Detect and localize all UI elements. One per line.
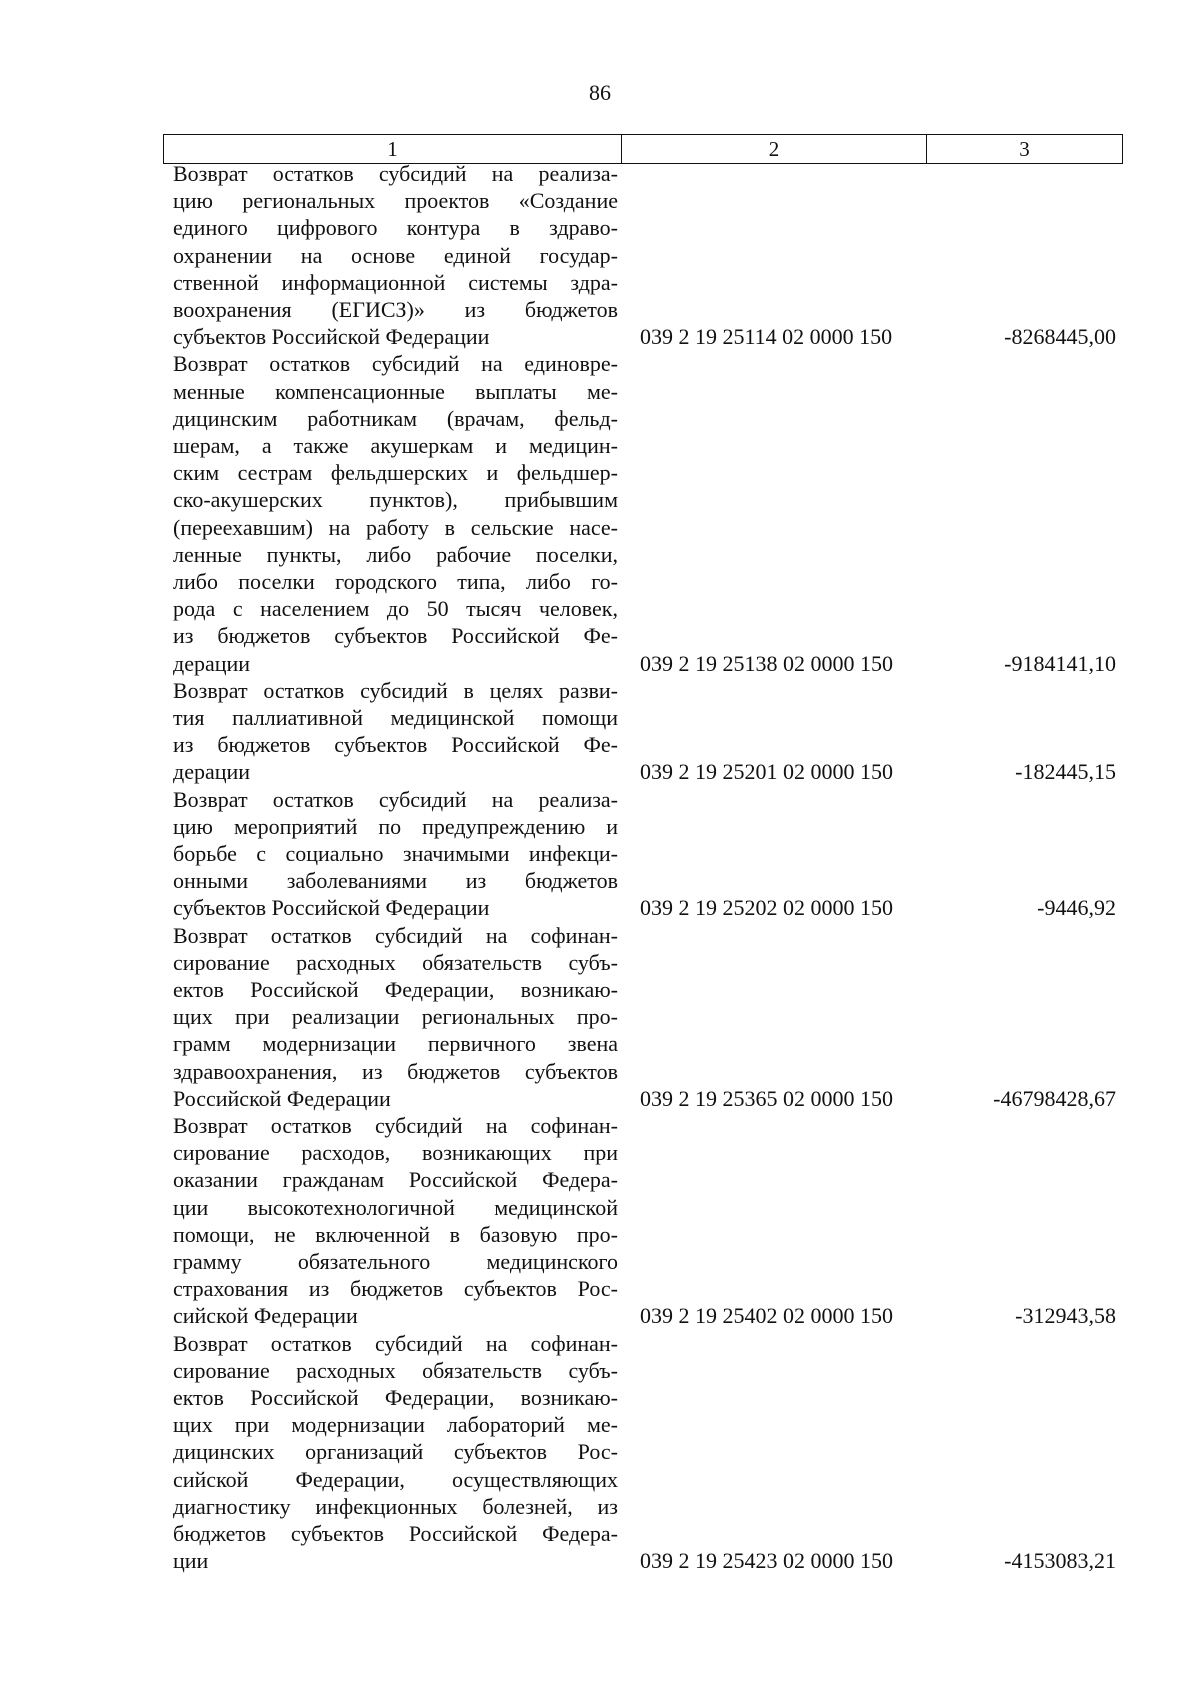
row-description bbox=[173, 1330, 618, 1575]
description-line: воохранения (ЕГИСЗ)» из бюджетов bbox=[173, 297, 618, 323]
header-col-1: 1 bbox=[164, 135, 622, 163]
row-amount: -9184141,10 bbox=[1004, 650, 1116, 676]
row-budget-code: 039 2 19 25365 02 0000 150 bbox=[640, 1085, 893, 1111]
row-description bbox=[173, 160, 618, 350]
row-description bbox=[173, 677, 618, 786]
description-line: охранении на основе единой государ- bbox=[173, 242, 618, 268]
description-line: ции высокотехнологичной медицинской bbox=[173, 1194, 618, 1220]
description-line: дицинским работникам (врачам, фельд- bbox=[173, 405, 618, 431]
description-line: щих при модернизации лабораторий ме- bbox=[173, 1412, 618, 1438]
description-line: грамму обязательного медицинского bbox=[173, 1249, 618, 1275]
row-amount: -182445,15 bbox=[1015, 759, 1116, 785]
description-line: (переехавшим) на работу в сельские насе- bbox=[173, 514, 618, 540]
description-line: борьбе с социально значимыми инфекци- bbox=[173, 841, 618, 866]
description-line: ским сестрам фельдшерских и фельдшер- bbox=[173, 460, 618, 486]
description-line: из бюджетов субъектов Российской Фе- bbox=[173, 623, 618, 649]
description-line: Российской Федерации bbox=[173, 1085, 391, 1111]
row-budget-code: 039 2 19 25201 02 0000 150 bbox=[640, 759, 893, 785]
description-line: из бюджетов субъектов Российской Фе- bbox=[173, 732, 618, 758]
row-description bbox=[173, 350, 618, 676]
description-line: ектов Российской Федерации, возникаю- bbox=[173, 1385, 618, 1410]
description-line: сирование расходных обязательств субъ- bbox=[173, 949, 618, 975]
row-amount: -9446,92 bbox=[1037, 895, 1116, 921]
description-line: дерации bbox=[173, 759, 251, 785]
description-line: сийской Федерации bbox=[173, 1303, 358, 1329]
description-line: ленные пункты, либо рабочие поселки, bbox=[173, 541, 618, 567]
description-line: оказании гражданам Российской Федера- bbox=[173, 1167, 618, 1193]
description-line: щих при реализации региональных про- bbox=[173, 1004, 618, 1030]
description-line: тия паллиативной медицинской помощи bbox=[173, 705, 618, 730]
row-description bbox=[173, 786, 618, 922]
description-line: Возврат остатков субсидий на единовре- bbox=[173, 351, 618, 377]
row-budget-code: 039 2 19 25402 02 0000 150 bbox=[640, 1303, 893, 1329]
description-line: дицинских организаций субъектов Рос- bbox=[173, 1439, 618, 1465]
description-line: субъектов Российской Федерации bbox=[173, 895, 490, 921]
description-line: шерам, а также акушеркам и медицин- bbox=[173, 433, 618, 458]
description-line: здравоохранения, из бюджетов субъектов bbox=[173, 1058, 618, 1084]
row-budget-code: 039 2 19 25138 02 0000 150 bbox=[640, 650, 893, 676]
description-line: бюджетов субъектов Российской Федера- bbox=[173, 1521, 618, 1547]
row-amount: -46798428,67 bbox=[993, 1085, 1116, 1111]
row-description bbox=[173, 922, 618, 1112]
description-line: единого цифрового контура в здраво- bbox=[173, 215, 618, 241]
description-line: Возврат остатков субсидий на реализа- bbox=[173, 786, 618, 812]
description-line: ственной информационной системы здра- bbox=[173, 269, 618, 295]
description-line: Возврат остатков субсидий на софинан- bbox=[173, 922, 618, 948]
description-line: сирование расходов, возникающих при bbox=[173, 1140, 618, 1166]
header-col-2: 2 bbox=[622, 135, 927, 163]
description-line: ции bbox=[173, 1548, 209, 1574]
description-line: Возврат остатков субсидий на софинан- bbox=[173, 1330, 618, 1356]
header-col-3: 3 bbox=[1019, 136, 1030, 161]
description-line: онными заболеваниями из бюджетов bbox=[173, 868, 618, 894]
row-budget-code: 039 2 19 25202 02 0000 150 bbox=[640, 895, 893, 921]
row-amount: -8268445,00 bbox=[1004, 324, 1116, 350]
row-amount: -4153083,21 bbox=[1004, 1548, 1116, 1574]
description-line: диагностику инфекционных болезней, из bbox=[173, 1493, 618, 1519]
description-line: либо поселки городского типа, либо го- bbox=[173, 569, 618, 595]
description-line: субъектов Российской Федерации bbox=[173, 324, 490, 350]
description-line: ектов Российской Федерации, возникаю- bbox=[173, 977, 618, 1002]
row-budget-code: 039 2 19 25114 02 0000 150 bbox=[640, 324, 893, 350]
description-line: грамм модернизации первичного звена bbox=[173, 1031, 618, 1057]
row-amount: -312943,58 bbox=[1015, 1303, 1116, 1329]
description-line: Возврат остатков субсидий на софинан- bbox=[173, 1113, 618, 1138]
description-line: помощи, не включенной в базовую про- bbox=[173, 1221, 618, 1247]
description-line: страхования из бюджетов субъектов Рос- bbox=[173, 1276, 618, 1302]
description-line: Возврат остатков субсидий в целях разви- bbox=[173, 677, 618, 703]
description-line: менные компенсационные выплаты ме- bbox=[173, 378, 618, 404]
description-line: цию мероприятий по предупреждению и bbox=[173, 813, 618, 839]
description-line: дерации bbox=[173, 650, 251, 676]
row-budget-code: 039 2 19 25423 02 0000 150 bbox=[640, 1548, 893, 1574]
page-number: 86 bbox=[589, 80, 611, 105]
description-line: рода с населением до 50 тысяч человек, bbox=[173, 596, 618, 622]
description-line: сирование расходных обязательств субъ- bbox=[173, 1357, 618, 1383]
description-line: цию региональных проектов «Создание bbox=[173, 188, 618, 214]
row-description bbox=[173, 1112, 618, 1330]
description-line: ско-акушерских пунктов), прибывшим bbox=[173, 487, 618, 513]
description-line: сийской Федерации, осуществляющих bbox=[173, 1466, 618, 1492]
description-line: Возврат остатков субсидий на реализа- bbox=[173, 161, 618, 186]
